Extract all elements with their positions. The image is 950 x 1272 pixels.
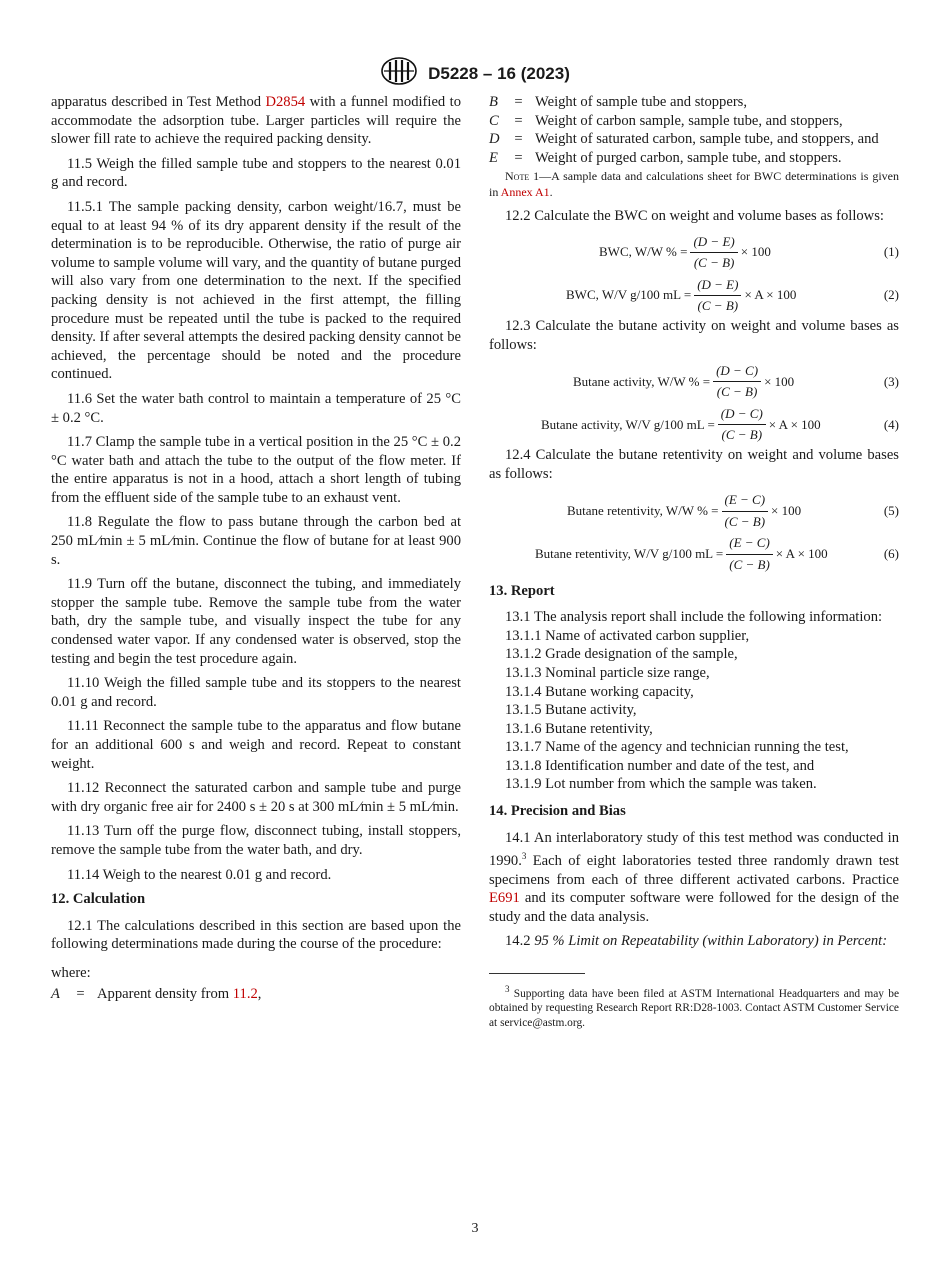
paragraph-11-12: 11.12 Reconnect the saturated carbon and sample tube and purge with dry organic free air for 2400 s ± 20 s at 300 mL⁄min ± 5 mL⁄min. xyxy=(51,780,461,815)
paragraph-12-1: 12.1 The calculations described in this section are based upon the following determinations made during the course of the procedure: xyxy=(51,917,461,953)
paragraph-11-10: 11.10 Weigh the filled sample tube and its stoppers to the nearest 0.01 g and record. xyxy=(51,675,461,710)
page-number: 3 xyxy=(471,1221,479,1236)
list-item: 13.1.9 Lot number from which the sample was taken. xyxy=(505,776,817,793)
paragraph-11-9: 11.9 Turn off the butane, disconnect the tubing, and immediately stopper the sample tube. Remove the sample tube from the water bath, dry the sample tube, and visually inspect the tube for any condensed water vapor. If any condensed water is observed, stop the testing and begin the test procedure again. xyxy=(51,576,461,667)
paragraph-12-2: 12.2 Calculate the BWC on weight and volume bases as follows: xyxy=(505,207,884,224)
equation-6: Butane retentivity, W/V g/100 mL = $\frac{(E - C)}{(C - B)}$ × A × 100 (6) xyxy=(535,534,899,572)
equation-1: BWC, W/W % = $\frac{(D - E)}{(C - B)}$ × 100 (1) xyxy=(599,233,899,271)
paragraph-12-3: 12.3 Calculate the butane activity on weight and volume bases as follows: xyxy=(489,318,899,353)
equation-4: Butane activity, W/V g/100 mL = $\frac{(D - C)}{(C - B)}$ × A × 100 (4) xyxy=(541,405,899,443)
paragraph-11-8: 11.8 Regulate the flow to pass butane through the carbon bed at 250 mL⁄min ± 5 mL⁄min. Continue the flow of butane for at least 900 s. xyxy=(51,514,461,568)
list-item: 13.1.1 Name of activated carbon supplier, xyxy=(505,627,750,644)
left-column xyxy=(51,93,461,1005)
paragraph-11-6: 11.6 Set the water bath control to maintain a temperature of 25 °C ± 0.2 °C. xyxy=(51,390,461,426)
list-item: 13.1.8 Identification number and date of the test, and xyxy=(505,757,815,774)
equation-3: Butane activity, W/W % = $\frac{(D - C)}{(C - B)}$ × 100 (3) xyxy=(573,362,899,400)
link-e691[interactable]: E691 xyxy=(489,890,520,907)
footnote-marker[interactable]: 3 xyxy=(521,851,527,862)
paragraph-12-4: 12.4 Calculate the butane retentivity on weight and volume bases as follows: xyxy=(489,447,899,482)
definition-c: C = Weight of carbon sample, sample tube, and stoppers, xyxy=(489,112,843,129)
link-11-2[interactable]: 11.2 xyxy=(232,985,258,1002)
paragraph-continuation: apparatus described in Test Method D2854 with a funnel modified to accommodate the adsorption tube. Larger particles will require the slower fill rate to achieve the required packing density. xyxy=(51,94,461,148)
list-item: 13.1.5 Butane activity, xyxy=(505,702,637,719)
right-column xyxy=(489,93,899,1037)
list-item: 13.1.6 Butane retentivity, xyxy=(505,720,653,737)
paragraph-14-2: 14.2 95 % Limit on Repeatability (within Laboratory) in Percent: xyxy=(505,933,888,950)
footnote-divider xyxy=(489,973,585,974)
document-designation: D5228 – 16 (2023) xyxy=(428,63,570,83)
paragraph-11-5: 11.5 Weigh the filled sample tube and stoppers to the nearest 0.01 g and record. xyxy=(51,155,461,191)
paragraph-11-5-1: 11.5.1 The sample packing density, carbon weight/16.7, must be equal to at least 94 % of its dry apparent density if the result of the determination is to be reproducible. Otherwise, the ratio of purge air volume to sample volume will vary, and the quantity of butane purged will also vary from one determination to the next. If the specified packing density is not achieved in the first attempt, the filling procedure must be repeated until the tube is packed to the required density. If after several attempts the desired packing density cannot be achieved, the percentage should be noted and the procedure continued. xyxy=(51,198,461,383)
footnote-3: $^3$ Supporting data have been filed at ASTM International Headquarters and may be obtained by requesting Research Report RR:D28-1003. Contact ASTM Customer Service at service@astm.org. xyxy=(489,984,899,1030)
section-heading-13: 13. Report xyxy=(489,582,555,599)
section-heading-14: 14. Precision and Bias xyxy=(489,803,626,820)
section-heading-12: 12. Calculation xyxy=(51,891,146,908)
definition-e: E = Weight of purged carbon, sample tube, and stoppers. xyxy=(489,149,842,166)
paragraph-13-1: 13.1 The analysis report shall include the following information: xyxy=(505,609,883,626)
list-item: 13.1.2 Grade designation of the sample, xyxy=(505,646,738,663)
paragraph-11-11: 11.11 Reconnect the sample tube to the apparatus and flow butane for an additional 600 s and weigh and record. Repeat to constant weight. xyxy=(51,718,461,772)
where-label: where: xyxy=(51,964,91,981)
definition-a: A = Apparent density from 11.2, xyxy=(51,985,262,1002)
astm-logo-icon xyxy=(380,56,418,91)
definition-list-a xyxy=(51,985,461,1004)
equation-2: BWC, W/V g/100 mL = $\frac{(D - E)}{(C - B)}$ × A × 100 (2) xyxy=(566,276,899,314)
link-d2854[interactable]: D2854 xyxy=(265,94,306,110)
list-item: 13.1.4 Butane working capacity, xyxy=(505,683,694,700)
paragraph-14-1: 14.1 An interlaboratory study of this test method was conducted in 1990.$^3$ Each of eight laboratories tested three randomly drawn test specimens from each of three different activated carbons. Practice E691 and its computer software were followed for the design of the study and the data analysis. xyxy=(489,829,899,925)
equation-5: Butane retentivity, W/W % = $\frac{(E - C)}{(C - B)}$ × 100 (5) xyxy=(567,491,899,529)
paragraph-11-14: 11.14 Weigh to the nearest 0.01 g and record. xyxy=(67,866,332,883)
note-1: Note 1—A sample data and calculations sheet for BWC determinations is given in Annex A1. xyxy=(489,169,900,199)
page-header xyxy=(0,56,950,91)
definition-b: B = Weight of sample tube and stoppers, xyxy=(489,94,748,110)
definition-list xyxy=(489,93,899,167)
report-items-list xyxy=(489,627,899,794)
list-item: 13.1.7 Name of the agency and technician running the test, xyxy=(505,739,849,756)
list-item: 13.1.3 Nominal particle size range, xyxy=(505,664,710,681)
link-annex-a1[interactable]: Annex A1 xyxy=(500,184,550,199)
definition-d: D = Weight of saturated carbon, sample tube, and stoppers, and xyxy=(489,131,879,148)
paragraph-11-7: 11.7 Clamp the sample tube in a vertical position in the 25 °C ± 0.2 °C water bath and attach the tube to the output of the flow meter. If the entire apparatus is not in a hood, attach a short length of tubing from the effluent side of the sample tube to an exhaust vent. xyxy=(51,434,461,506)
paragraph-11-13: 11.13 Turn off the purge flow, disconnect tubing, install stoppers, remove the sample tube from the water bath, and dry. xyxy=(51,823,461,858)
